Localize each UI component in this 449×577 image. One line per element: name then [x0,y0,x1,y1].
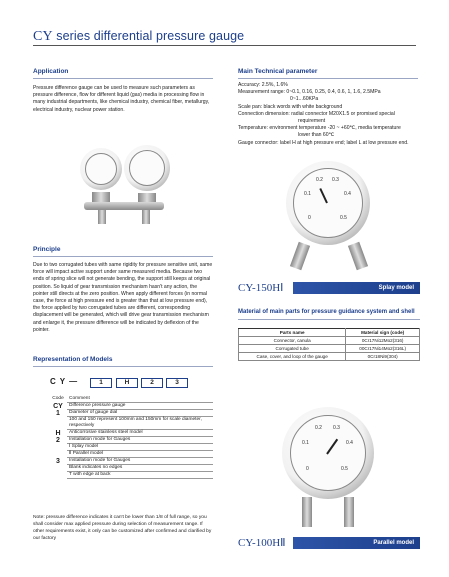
table-header-row: Parts name Material sign (code) [239,329,420,337]
gauge-needle [326,439,338,455]
table-row: CY Difference pressure gauge [49,403,213,410]
model-code-table [49,396,213,479]
application-text: Pressure difference gauge can be used to measure such parameters as pressure difference, flow for different liquid (gas) media in processing flow in many industrial departments, like chemical industry, chemical fiber, metallurgy, electrical industry, nuclear power station. [33,85,210,113]
table-row: Corrugated tube 00Cr17Ni14Mo2(316L) [239,345,420,353]
title-divider [33,45,416,46]
table-row: Blank indicates no edges [49,465,213,472]
model-box-4: 3 [166,378,188,388]
parallel-model-name: CY-100HⅡ [238,537,286,549]
gauge-photo-right [124,145,170,191]
materials-heading: Material of main parts for pressure guidance system and shell [238,309,415,315]
materials-table [238,328,420,361]
parallel-stem-right [344,497,354,527]
models-note: Note: pressure difference indicates it can't be lower than 1/8 of full range, so you shall consider max applied pressure during selection of measurement range. If other requirements exist, it only can be customized after confirmed and clarified by our factory [33,515,212,541]
principle-divider [33,256,213,257]
model-code-letters: CY— [50,377,82,386]
table-row: H Anticorrosive stainless steel model [49,430,213,437]
application-divider [33,78,213,79]
model-box-2: H [116,378,138,388]
tech-list: Accuracy: 2.5%, 1.6% Measurement range: 0~0.1, 0.16, 0.25, 0.4, 0.6, 1, 1.6, 2.5MPa 0~1...60KPa Scale pan: black words with white background Connection dimension: radial connector M20X1.5 or promised special requirement Temperature: environment temperature -20 ~ +60℃, media temperature lower than 60℃ Gauge connector: label H at high pressure end; label L at low pressure end. [238,82,409,146]
splay-gauge-photo [286,161,370,245]
principle-heading: Principle [33,246,61,253]
table-row: Case, cover, and loop of the gauge 0Cr18Ni9(304) [239,353,420,361]
table-row: Connector, canula 0Cr17Ni12Mo2(316) [239,337,420,345]
gauge-needle [319,188,328,203]
splay-model-banner: Splay model [293,282,420,294]
table-row: T with edge at back [49,472,213,479]
parallel-gauge-dial: 0.2 0.3 0.1 0.4 0 0.5 [290,415,366,491]
manifold-block [84,202,164,210]
principle-text: Due to two corrugated tubes with same rigidity for pressure sensitive unit, same force will impact active support under same measured media. Because two ends of spring slice will not generate bending, the support still keeps at original position. So liquid of gear transmission mechanism hasn't any action, the pointer still directs at the zero position. When apply different forces (in normal case, the force at high pressure end is greater than that at low pressure end), the force applied by two corrugated tubes are different, corresponding displacement will be generated, which will drive gear transmission mechanism and enlarge it, the pressure difference will be indicated by deflexion of the pointer. [33,262,213,333]
splay-stem-right [348,242,368,271]
model-box-3: 2 [141,378,163,388]
table-row: 1 Diameter of gauge dial [49,410,213,417]
product-photo-group [70,140,180,230]
table-row: 100 and 150 represent 100mm and 150mm for scale diameter, respectively [49,417,213,430]
materials-divider [238,319,420,320]
gauge-photo-left [80,148,122,190]
title-prefix: CY [33,29,53,44]
application-heading: Application [33,68,69,75]
table-row: Ⅰ Splay model [49,444,213,451]
models-heading: Representation of Models [33,356,113,363]
table-row: 3 Installation mode for Gauges [49,458,213,465]
parallel-model-banner: Parallel model [293,537,420,549]
model-box-1: 1 [90,378,112,388]
parallel-stem-left [302,497,312,527]
table-header-row: Code Comment [49,396,213,403]
tech-heading: Main Technical parameter [238,68,318,75]
table-row: Ⅱ Parallel model [49,451,213,458]
page-title [33,29,244,45]
parallel-gauge-photo [282,407,374,499]
tech-divider [238,78,418,79]
splay-gauge-dial: 0.2 0.3 0.1 0.4 0 0.5 [293,168,363,238]
splay-stem-left [290,242,310,271]
models-divider [33,366,213,367]
table-row: 2 Installation mode for Gauges [49,437,213,444]
splay-model-name: CY-150HⅠ [238,282,284,294]
title-text: series differential pressure gauge [56,29,245,43]
